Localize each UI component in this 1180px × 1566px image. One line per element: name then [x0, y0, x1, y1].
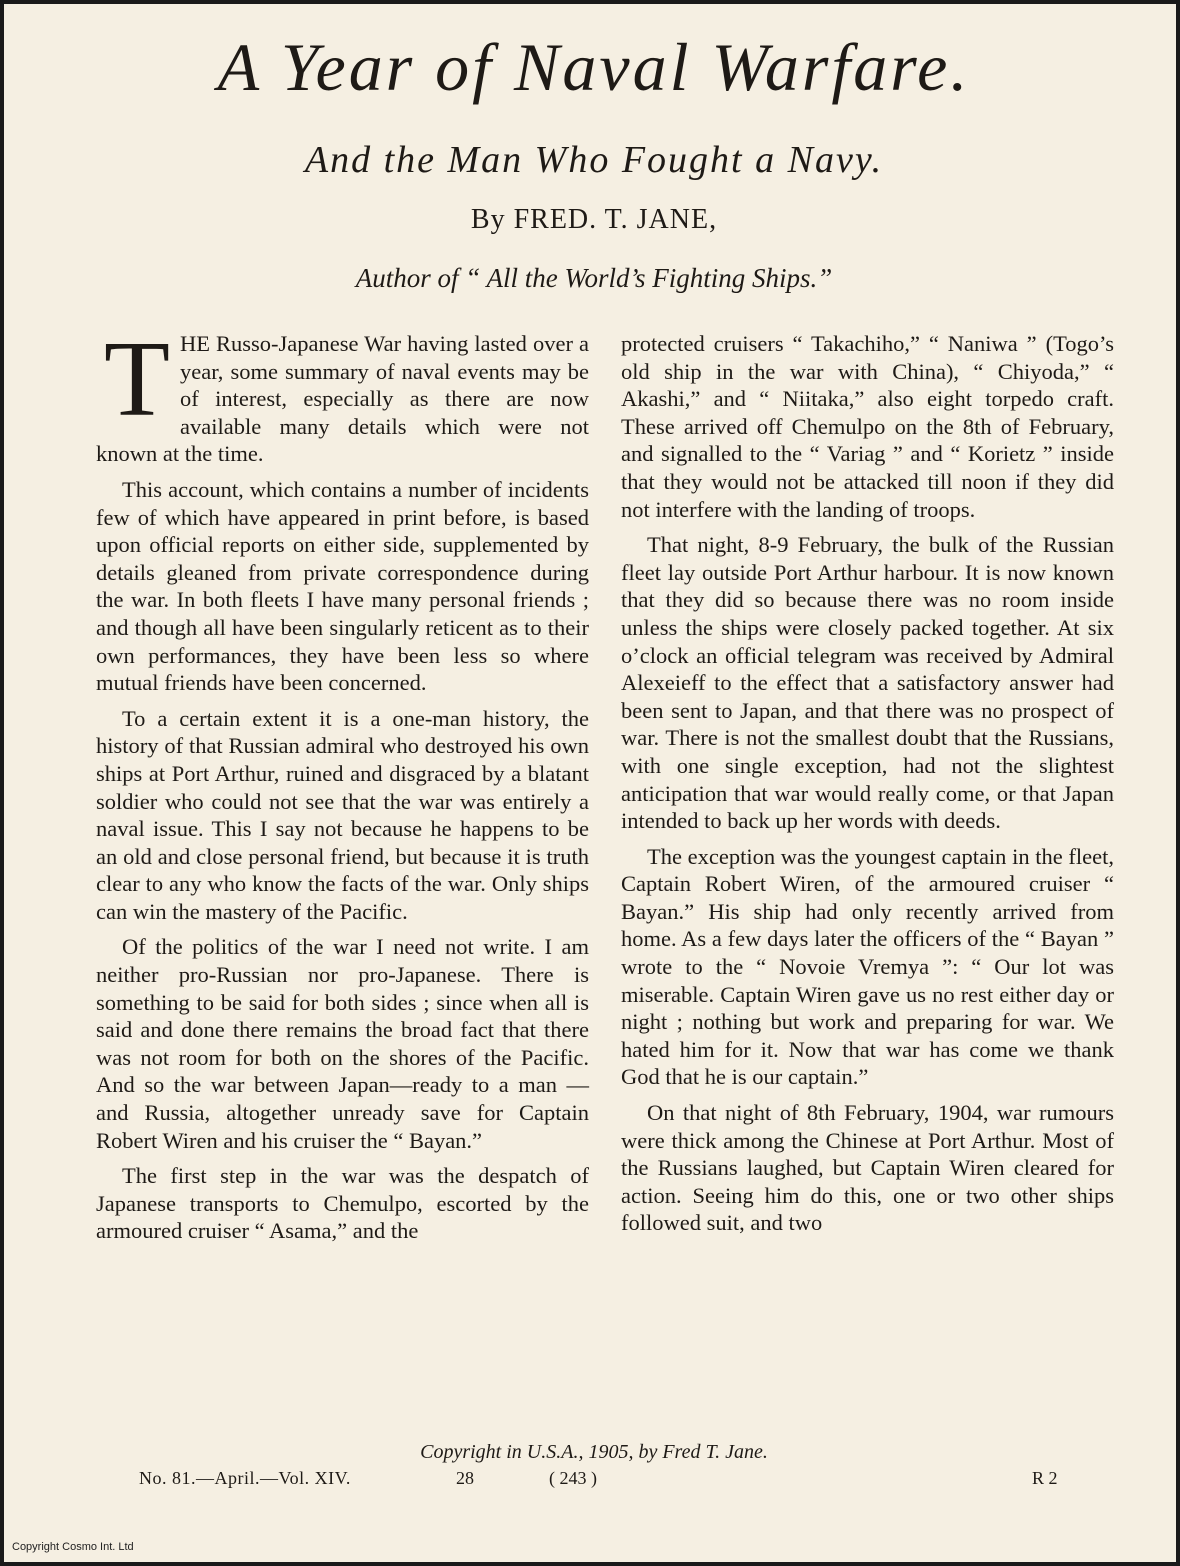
right-column	[621, 330, 1114, 1245]
copyright-notice: Copyright in U.S.A., 1905, by Fred T. Jane.	[420, 1441, 768, 1463]
left-column	[96, 320, 589, 1253]
paragraph: This account, which contains a number of incidents few of which have appeared in print before, is based upon official reports on either side, supplemented by details gleaned from private correspondence during the war. In both fleets I have many personal friends ; and though all have been singularly reticent as to their own performances, they have been less so where mutual friends have been concerned.	[96, 476, 589, 696]
paragraph: The exception was the youngest captain in the fleet, Captain Robert Wiren, of the armoured cruiser “ Bayan.” His ship had only recently arrived from home. As a few days later the officers of the “ Bayan ” wrote to the “ Novoie Vremya ”: “ Our lot was miserable. Captain Wiren gave us no rest either day or night ; nothing but work and preparing for war. We hated him for it. Now that war has come we thank God that he is our captain.”	[621, 843, 1114, 1090]
article-title: A Year of Naval Warfare.	[217, 29, 971, 105]
author-note: Author of “ All the World’s Fighting Ships.”	[355, 263, 833, 293]
page-number: ( 243 )	[549, 1468, 597, 1488]
paragraph: The first step in the war was the despatch of Japanese transports to Chemulpo, escorted by the armoured cruiser “ Asama,” and the	[96, 1163, 589, 1244]
paragraph-text: HE Russo-Japanese War having lasted over a year, some summary of naval events may be of interest, especially as there are now available many details which were not known at the time.	[96, 331, 589, 467]
signature-mark: R 2	[1032, 1468, 1058, 1488]
drop-cap: T	[104, 320, 170, 439]
signature-number: 28	[456, 1468, 474, 1488]
issue-info: No. 81.—April.—Vol. XIV.	[139, 1468, 351, 1488]
page-footer	[4, 1466, 1180, 1492]
paragraph: To a certain extent it is a one-man history, the history of that Russian admiral who destroyed his own ships at Port Arthur, ruined and disgraced by a blatant soldier who could not see that the war was entirely a naval issue. This I say not because he happens to be an old and close personal friend, but because it is truth clear to any who know the facts of the war. Only ships can win the mastery of the Pacific.	[96, 705, 589, 924]
paragraph: Of the politics of the war I need not write. I am neither pro-Russian nor pro-Japanese. There is something to be said for both sides ; since when all is said and done there remains the broad fact that there was not room for both on the shores of the Pacific. And so the war between Japan—ready to a man — and Russia, altogether unready save for Captain Robert Wiren and his cruiser the “ Bayan.”	[96, 934, 589, 1153]
byline: By FRED. T. JANE,	[470, 204, 718, 235]
watermark: Copyright Cosmo Int. Ltd	[12, 1541, 134, 1553]
paragraph: On that night of 8th February, 1904, war rumours were thick among the Chinese at Port Arthur. Most of the Russians laughed, but Captain Wiren cleared for action. Seeing him do this, one or two other ships followed suit, and two	[621, 1100, 1114, 1236]
paragraph: That night, 8-9 February, the bulk of the Russian fleet lay outside Port Arthur harbour. It is now known that they did so because there was no room inside unless the ships were closely packed together. At six o’clock an official telegram was received by Admiral Alexeieff to the effect that a satisfactory answer had been sent to Japan, and that there was no prospect of war. There is not the smallest doubt that the Russians, with one single exception, had not the slightest anticipation that war would really come, or that Japan intended to back up her words with deeds.	[621, 532, 1114, 834]
article-subtitle: And the Man Who Fought a Navy.	[304, 139, 884, 181]
paragraph: protected cruisers “ Takachiho,” “ Naniwa ” (Togo’s old ship in the war with China), “ Chiyoda,” “ Akashi,” and “ Niitaka,” also eight torpedo craft. These arrived off Chemulpo on the 8th of February, and signalled to the “ Variag ” and “ Korietz ” inside that they would not be attacked till noon if they did not interfere with the landing of troops.	[621, 331, 1114, 522]
paragraph	[96, 320, 589, 468]
